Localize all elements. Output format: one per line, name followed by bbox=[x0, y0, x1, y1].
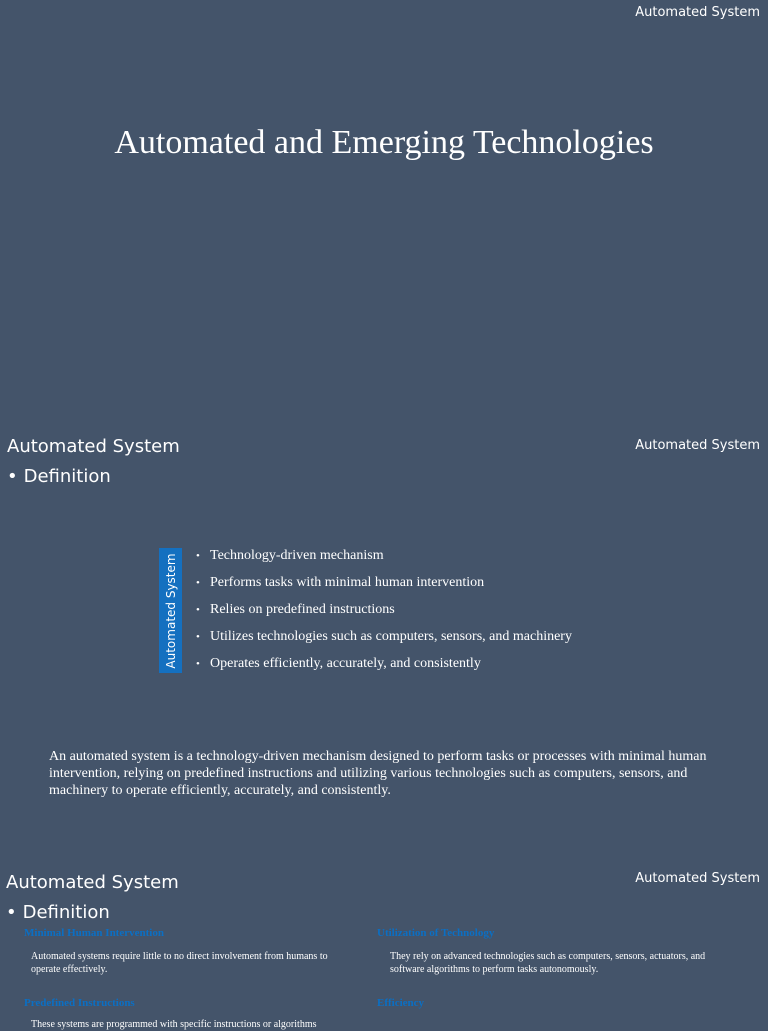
bullet-icon: • bbox=[7, 466, 18, 487]
card-title: Minimal Human Intervention bbox=[24, 927, 164, 939]
diagram-item-text: Performs tasks with minimal human intervention bbox=[210, 575, 485, 590]
card-text: Automated systems require little to no direct involvement from humans to operate effectively. bbox=[31, 951, 328, 975]
card-text: These systems are programmed with specific instructions or algorithms bbox=[31, 1019, 317, 1030]
slide-bullet bbox=[7, 466, 111, 487]
definition-slide bbox=[0, 434, 768, 866]
diagram-item bbox=[196, 600, 572, 627]
bullet-icon: • bbox=[196, 658, 200, 670]
presentation-title: Automated and Emerging Technologies bbox=[114, 124, 654, 161]
bullet-icon: • bbox=[196, 550, 200, 562]
diagram-item-text: Utilizes technologies such as computers, sensors, and machinery bbox=[210, 629, 572, 644]
bullet-icon: • bbox=[6, 902, 17, 923]
diagram-vertical-label: Automated System bbox=[163, 552, 178, 669]
diagram-item bbox=[196, 573, 572, 600]
diagram-item-text: Operates efficiently, accurately, and consistently bbox=[210, 656, 481, 671]
diagram-item bbox=[196, 546, 572, 573]
definition-paragraph: An automated system is a technology-driven mechanism designed to perform tasks or processes with minimal human intervention, relying on predefined instructions and utilizing various technologies such as computers, sensors, and machinery to operate efficiently, accurately, and consistently. bbox=[49, 749, 707, 798]
slide-bullet-text: Definition bbox=[23, 466, 111, 487]
card-title: Efficiency bbox=[377, 997, 425, 1009]
bullet-icon: • bbox=[196, 631, 200, 643]
title-slide bbox=[0, 0, 768, 432]
diagram-label-box bbox=[159, 548, 182, 673]
characteristics-slide bbox=[0, 868, 768, 1030]
slide-bullet bbox=[6, 902, 110, 923]
slide-corner-label: Automated System bbox=[635, 5, 760, 20]
slide-bullet-text: Definition bbox=[22, 902, 110, 923]
slide-heading: Automated System bbox=[7, 436, 180, 457]
slide-heading: Automated System bbox=[6, 872, 179, 893]
diagram-item-text: Relies on predefined instructions bbox=[210, 602, 395, 617]
diagram-item-text: Technology-driven mechanism bbox=[210, 548, 384, 563]
diagram-item bbox=[196, 654, 572, 681]
card-title: Utilization of Technology bbox=[377, 927, 495, 939]
card-title: Predefined Instructions bbox=[24, 997, 135, 1009]
slide-corner-label: Automated System bbox=[635, 438, 760, 453]
card-text: They rely on advanced technologies such as computers, sensors, actuators, and software algorithms to perform tasks autonomously. bbox=[390, 951, 706, 975]
slide-corner-label: Automated System bbox=[635, 871, 760, 886]
diagram-list bbox=[196, 546, 572, 681]
bullet-icon: • bbox=[196, 604, 200, 616]
bullet-icon: • bbox=[196, 577, 200, 589]
diagram-item bbox=[196, 627, 572, 654]
